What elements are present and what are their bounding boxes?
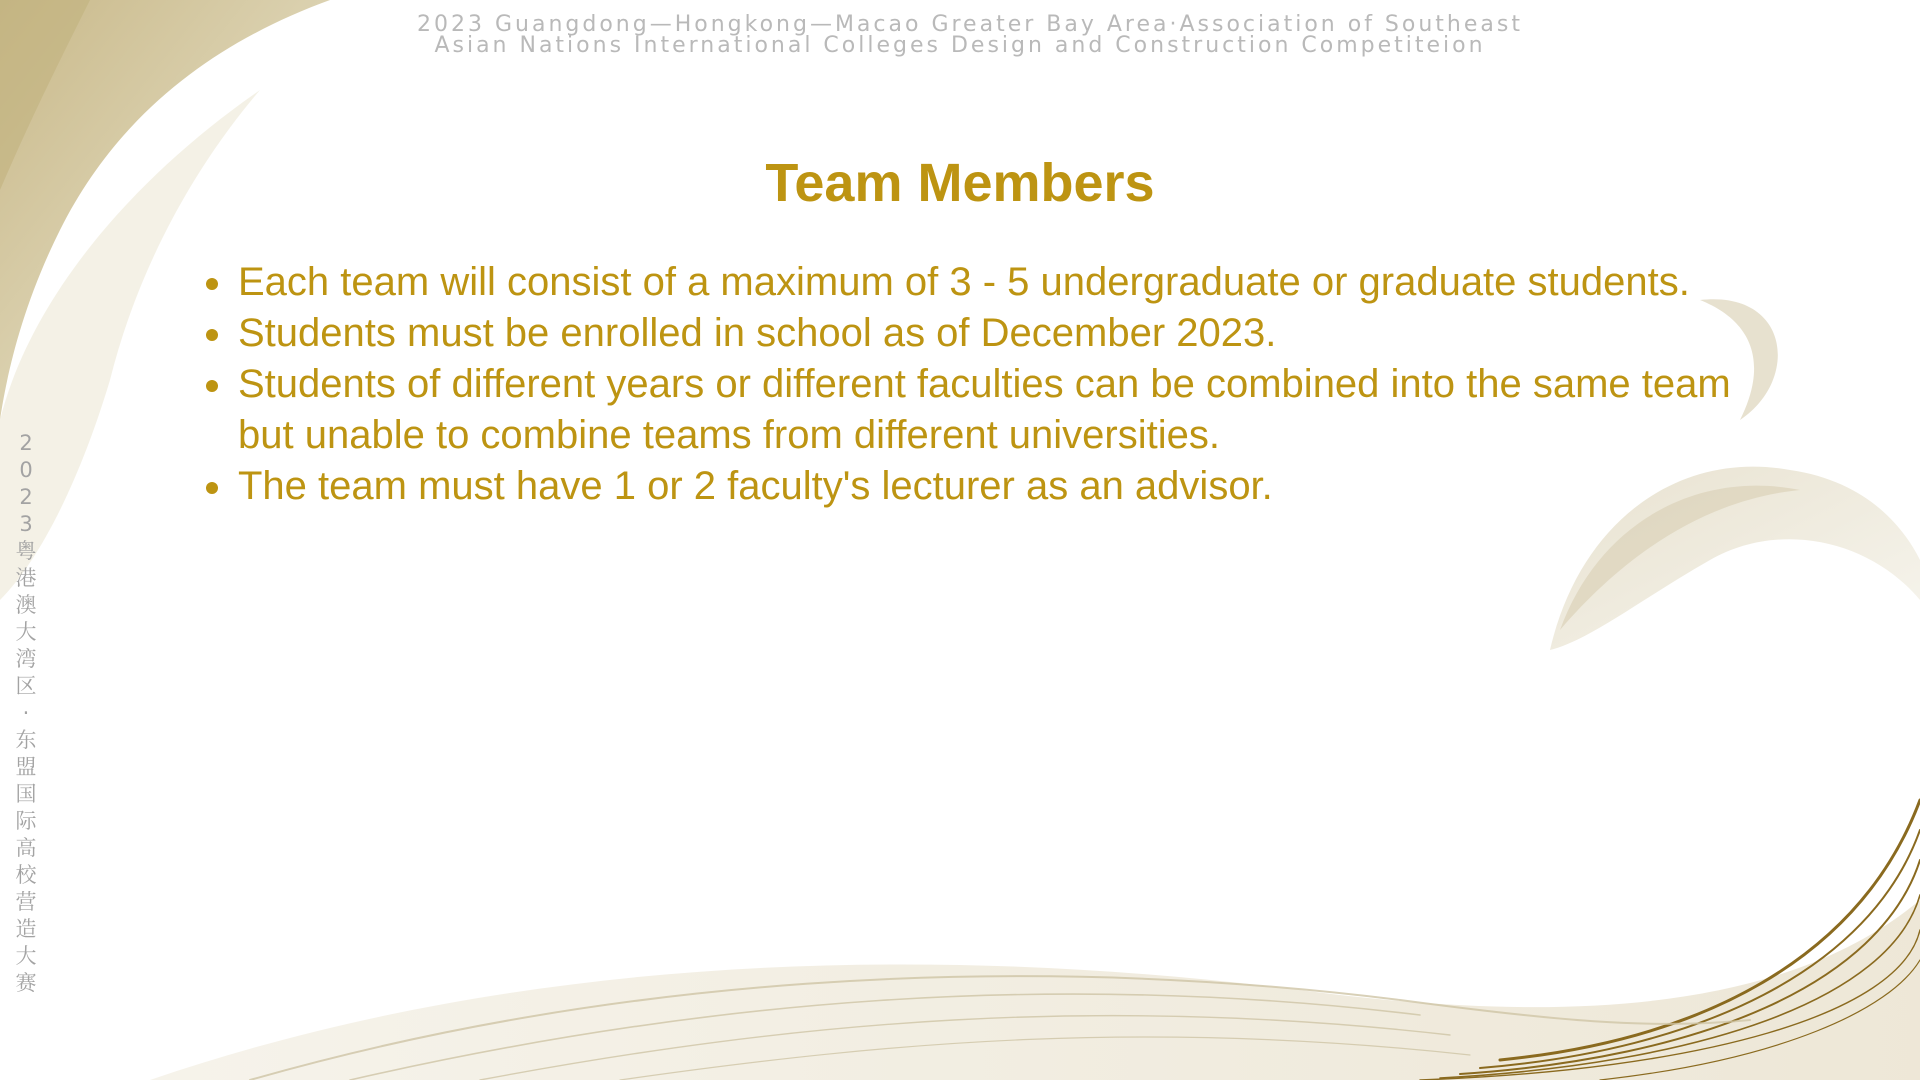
bullet-text: Each team will consist of a maximum of 3 - 5 undergraduate or graduate students. <box>238 260 1690 304</box>
bullet-dot-icon <box>206 380 218 392</box>
bullet-text: Students must be enrolled in school as of December 2023. <box>238 311 1277 355</box>
bottom-sweep <box>150 900 1920 1080</box>
bullet-dot-icon <box>206 278 218 290</box>
bullet-item <box>200 461 1760 512</box>
bullet-text: The team must have 1 or 2 faculty's lecturer as an advisor. <box>238 464 1273 508</box>
bullet-dot-icon <box>206 329 218 341</box>
competition-header-line-2: Asian Nations International Colleges Design and Construction Competiteion <box>434 33 1486 58</box>
bullet-text: Students of different years or different faculties can be combined into the same team but unable to combine teams from different universities. <box>238 362 1731 457</box>
slide-title: Team Members <box>765 153 1155 213</box>
bullet-item <box>200 257 1760 308</box>
bullet-item <box>200 359 1760 461</box>
competition-header-line-1: 2023 Guangdong—Hongkong—Macao Greater Bay Area·Association of Southeast <box>417 12 1523 37</box>
bullet-item <box>200 308 1760 359</box>
bullet-list <box>200 257 1760 512</box>
vertical-side-caption: 2023粤港澳大湾区·东盟国际高校营造大赛 <box>15 431 37 995</box>
bullet-dot-icon <box>206 482 218 494</box>
